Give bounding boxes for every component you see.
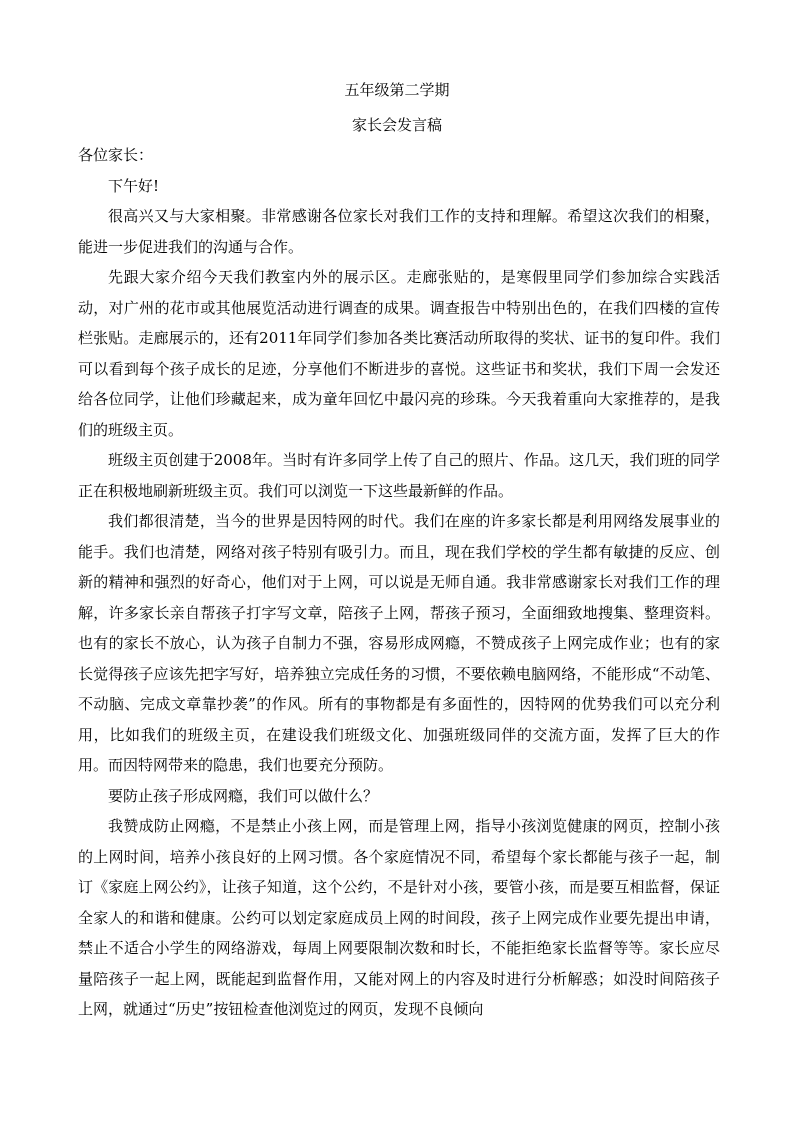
paragraph-3: 班级主页创建于2008年。当时有许多同学上传了自己的照片、作品。这几天，我们班的同学正在积极地刷新班级主页。我们可以浏览一下这些最新鲜的作品。 [78,451,720,500]
salutation: 各位家长： [78,146,154,164]
document-body [78,140,720,1025]
paragraph-1: 很高兴又与大家相聚。非常感谢各位家长对我们工作的支持和理解。希望这次我们的相聚，能进一步促进我们的沟通与合作。 [78,207,720,256]
paragraph-2: 先跟大家介绍今天我们教室内外的展示区。走廊张贴的，是寒假里同学们参加综合实践活动，对广州的花市或其他展览活动进行调查的成果。调查报告中特别出色的，在我们四楼的宣传栏张贴。走廊展示的，还有2011年同学们参加各类比赛活动所取得的奖状、证书的复印件。我们可以看到每个孩子成长的足迹，分享他们不断进步的喜悦。这些证书和奖状，我们下周一会发还给各位同学，让他们珍藏起来，成为童年回忆中最闪亮的珍珠。今天我着重向大家推荐的，是我们的班级主页。 [78,268,720,439]
paragraph-6: 我赞成防止网瘾，不是禁止小孩上网，而是管理上网，指导小孩浏览健康的网页，控制小孩的上网时间，培养小孩良好的上网习惯。各个家庭情况不同，希望每个家长都能与孩子一起，制订《家庭上网公约》，让孩子知道，这个公约，不是针对小孩，要管小孩，而是要互相监督，保证全家人的和谐和健康。公约可以划定家庭成员上网的时间段，孩子上网完成作业要先提出申请，禁止不适合小学生的网络游戏，每周上网要限制次数和时长，不能拒绝家长监督等等。家长应尽量陪孩子一起上网，既能起到监督作用，又能对网上的内容及时进行分析解惑；如没时间陪孩子上网，就通过“历史”按钮检查他浏览过的网页，发现不良倾向 [78,817,720,1018]
greeting: 下午好! [108,176,160,195]
document-subtitle: 家长会发言稿 [351,116,442,134]
document-title: 五年级第二学期 [344,81,450,99]
paragraph-5: 要防止孩子形成网瘾，我们可以做什么？ [108,786,379,805]
paragraph-4: 我们都很清楚，当今的世界是因特网的时代。我们在座的许多家长都是利用网络发展事业的能手。我们也清楚，网络对孩子特别有吸引力。而且，现在我们学校的学生都有敏捷的反应、创新的精神和强烈的好奇心，他们对于上网，可以说是无师自通。我非常感谢家长对我们工作的理解，许多家长亲自帮孩子打字写文章，陪孩子上网，帮孩子预习，全面细致地搜集、整理资料。也有的家长不放心，认为孩子自制力不强，容易形成网瘾，不赞成孩子上网完成作业；也有的家长觉得孩子应该先把字写好，培养独立完成任务的习惯，不要依赖电脑网络，不能形成“不动笔、不动脑、完成文章靠抄袭”的作风。所有的事物都是有多面性的，因特网的优势我们可以充分利用，比如我们的班级主页，在建设我们班级文化、加强班级同伴的交流方面，发挥了巨大的作用。而因特网带来的隐患，我们也要充分预防。 [78,512,720,774]
